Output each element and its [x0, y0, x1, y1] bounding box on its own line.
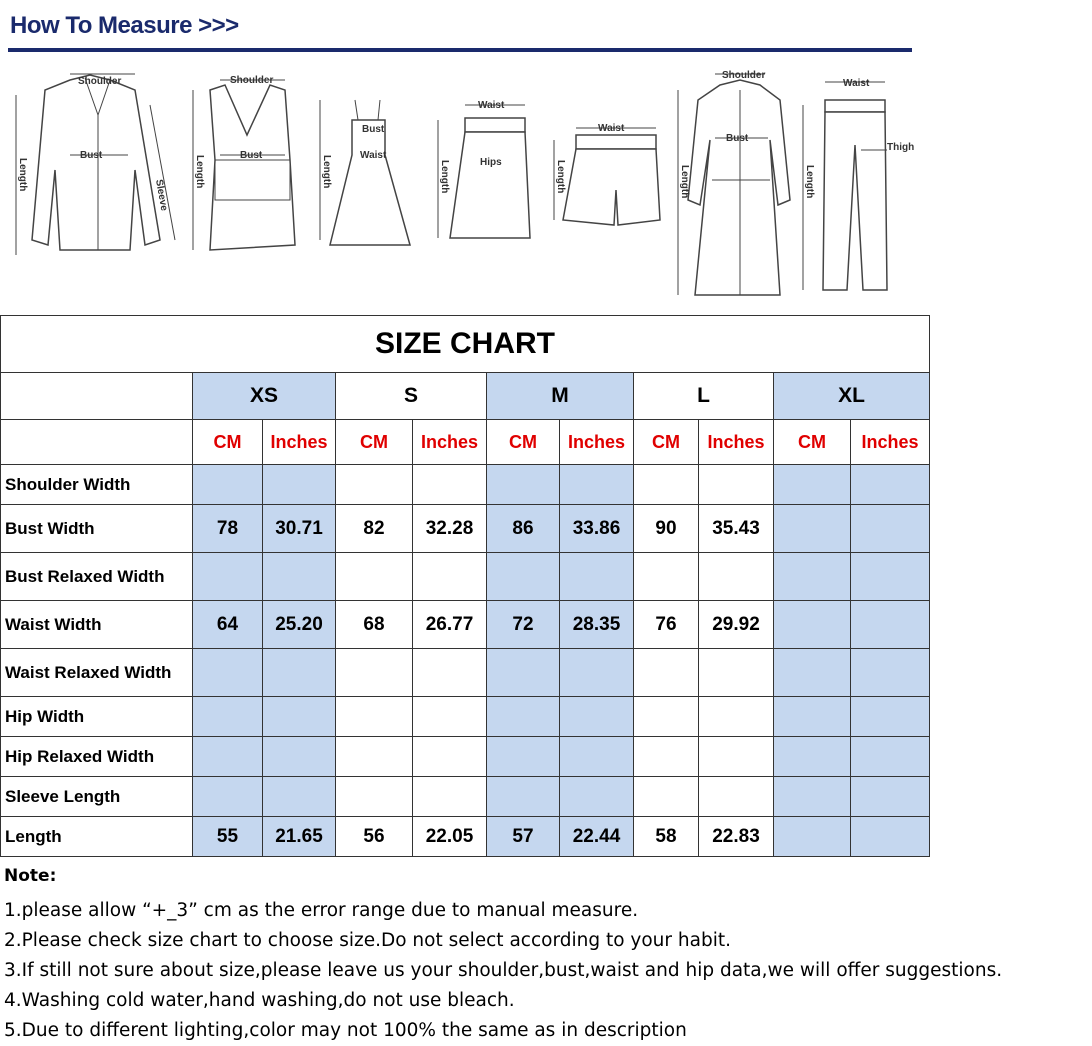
table-cell — [193, 465, 263, 505]
table-cell: 55 — [193, 817, 263, 857]
table-row — [1, 817, 930, 857]
table-row — [1, 777, 930, 817]
pants-waist-label: Waist — [843, 78, 870, 89]
size-header-l: L — [634, 373, 774, 420]
size-chart-title: SIZE CHART — [1, 316, 930, 373]
tank-top-illustration — [185, 60, 305, 265]
table-cell — [487, 649, 560, 697]
table-cell: 35.43 — [699, 505, 774, 553]
tank-bust-label: Bust — [240, 150, 263, 161]
table-cell — [634, 697, 699, 737]
size-header-empty — [1, 373, 193, 420]
unit-header-m-inches: Inches — [560, 420, 634, 465]
table-cell — [774, 505, 851, 553]
table-row — [1, 465, 930, 505]
unit-header-xs-cm: CM — [193, 420, 263, 465]
table-cell — [193, 649, 263, 697]
shorts-illustration — [548, 60, 668, 265]
dress-bust-label: Bust — [362, 124, 385, 135]
tank-length-label: Length — [194, 155, 205, 189]
row-label: Waist Width — [1, 601, 193, 649]
notes-section — [4, 866, 1002, 1046]
tank-shoulder-label: Shoulder — [230, 75, 274, 86]
shorts-length-label: Length — [555, 160, 566, 194]
table-cell — [851, 465, 930, 505]
table-row — [1, 697, 930, 737]
table-cell — [774, 697, 851, 737]
table-cell — [774, 465, 851, 505]
table-row — [1, 505, 930, 553]
table-cell: 58 — [634, 817, 699, 857]
unit-header-xl-cm: CM — [774, 420, 851, 465]
table-cell — [413, 465, 487, 505]
note-line: 3.If still not sure about size,please leave us your shoulder,bust,waist and hip data,we will offer suggestions. — [4, 960, 1003, 981]
table-cell: 64 — [193, 601, 263, 649]
table-cell — [487, 737, 560, 777]
unit-header-s-cm: CM — [336, 420, 413, 465]
table-cell — [851, 553, 930, 601]
notes-list — [4, 896, 1002, 1046]
blouse-length-label: Length — [17, 158, 28, 192]
table-cell — [774, 777, 851, 817]
table-cell: 90 — [634, 505, 699, 553]
table-cell — [560, 465, 634, 505]
table-cell: 68 — [336, 601, 413, 649]
shorts-waist-label: Waist — [598, 123, 625, 134]
unit-header-row — [1, 420, 930, 465]
table-cell — [634, 737, 699, 777]
size-chart-table — [0, 315, 930, 857]
row-label: Shoulder Width — [1, 465, 193, 505]
table-cell — [336, 697, 413, 737]
table-cell — [699, 697, 774, 737]
table-cell: 76 — [634, 601, 699, 649]
table-cell — [560, 737, 634, 777]
size-header-m: M — [487, 373, 634, 420]
table-cell: 56 — [336, 817, 413, 857]
how-to-measure-illustrations — [0, 60, 930, 305]
table-cell — [634, 649, 699, 697]
table-cell — [263, 649, 336, 697]
slip-dress-illustration — [310, 60, 420, 265]
table-row — [1, 737, 930, 777]
table-cell — [699, 737, 774, 777]
row-label: Bust Width — [1, 505, 193, 553]
coat-shoulder-label: Shoulder — [722, 70, 766, 81]
table-cell — [413, 777, 487, 817]
row-label: Hip Relaxed Width — [1, 737, 193, 777]
unit-header-xs-inches: Inches — [263, 420, 336, 465]
unit-header-l-inches: Inches — [699, 420, 774, 465]
table-cell: 78 — [193, 505, 263, 553]
table-cell — [193, 553, 263, 601]
blouse-illustration — [10, 60, 185, 265]
table-cell — [634, 553, 699, 601]
table-cell — [634, 777, 699, 817]
dress-waist-label: Waist — [360, 150, 387, 161]
row-label: Sleeve Length — [1, 777, 193, 817]
table-cell: 33.86 — [560, 505, 634, 553]
pants-thigh-label: Thigh — [887, 142, 915, 153]
table-cell — [699, 649, 774, 697]
blouse-bust-label: Bust — [80, 150, 103, 161]
size-header-row — [1, 373, 930, 420]
table-cell — [699, 777, 774, 817]
table-cell: 86 — [487, 505, 560, 553]
unit-header-m-cm: CM — [487, 420, 560, 465]
table-cell — [560, 649, 634, 697]
table-cell: 22.44 — [560, 817, 634, 857]
table-cell — [699, 465, 774, 505]
notes-title: Note: — [4, 866, 57, 886]
row-label: Bust Relaxed Width — [1, 553, 193, 601]
table-cell — [413, 697, 487, 737]
skirt-length-label: Length — [439, 160, 450, 194]
table-cell — [413, 553, 487, 601]
row-label: Hip Width — [1, 697, 193, 737]
table-cell — [263, 777, 336, 817]
table-cell: 21.65 — [263, 817, 336, 857]
unit-header-empty — [1, 420, 193, 465]
table-cell — [413, 649, 487, 697]
table-cell — [851, 649, 930, 697]
table-cell — [774, 649, 851, 697]
table-cell — [263, 697, 336, 737]
table-cell — [487, 777, 560, 817]
table-cell — [851, 777, 930, 817]
skirt-illustration — [430, 60, 540, 265]
table-row — [1, 553, 930, 601]
table-cell — [263, 553, 336, 601]
table-cell: 28.35 — [560, 601, 634, 649]
dress-length-label: Length — [321, 155, 332, 189]
table-cell — [851, 601, 930, 649]
table-cell — [699, 553, 774, 601]
table-cell — [336, 553, 413, 601]
table-cell — [336, 737, 413, 777]
table-cell — [560, 697, 634, 737]
table-cell: 22.83 — [699, 817, 774, 857]
table-cell — [560, 553, 634, 601]
table-cell — [560, 777, 634, 817]
unit-header-l-cm: CM — [634, 420, 699, 465]
coat-length-label: Length — [679, 165, 690, 199]
table-cell — [851, 697, 930, 737]
pants-length-label: Length — [804, 165, 815, 199]
table-cell — [634, 465, 699, 505]
table-cell: 72 — [487, 601, 560, 649]
row-label: Waist Relaxed Width — [1, 649, 193, 697]
note-line: 1.please allow “+_3” cm as the error range due to manual measure. — [4, 900, 639, 921]
note-line: 4.Washing cold water,hand washing,do not use bleach. — [4, 990, 515, 1011]
table-cell: 30.71 — [263, 505, 336, 553]
coat-bust-label: Bust — [726, 133, 749, 144]
table-cell — [413, 737, 487, 777]
table-cell — [193, 737, 263, 777]
table-cell — [263, 465, 336, 505]
row-label: Length — [1, 817, 193, 857]
table-cell — [851, 817, 930, 857]
size-header-s: S — [336, 373, 487, 420]
table-cell — [263, 737, 336, 777]
unit-header-s-inches: Inches — [413, 420, 487, 465]
table-cell: 25.20 — [263, 601, 336, 649]
blouse-sleeve-label: Sleeve — [153, 178, 170, 212]
unit-header-xl-inches: Inches — [851, 420, 930, 465]
table-cell — [851, 737, 930, 777]
table-cell — [851, 505, 930, 553]
table-cell — [193, 777, 263, 817]
table-cell — [487, 697, 560, 737]
header-divider — [8, 48, 912, 52]
table-row — [1, 601, 930, 649]
table-cell — [487, 465, 560, 505]
table-cell — [774, 737, 851, 777]
skirt-hips-label: Hips — [480, 157, 502, 168]
table-cell — [193, 697, 263, 737]
skirt-waist-label: Waist — [478, 100, 505, 111]
size-header-xl: XL — [774, 373, 930, 420]
table-row — [1, 649, 930, 697]
coat-illustration — [670, 60, 795, 310]
table-cell — [487, 553, 560, 601]
pants-illustration — [795, 60, 925, 310]
size-header-xs: XS — [193, 373, 336, 420]
note-line: 2.Please check size chart to choose size.Do not select according to your habit. — [4, 930, 731, 951]
table-cell: 57 — [487, 817, 560, 857]
table-cell — [336, 777, 413, 817]
table-cell: 32.28 — [413, 505, 487, 553]
note-line: 5.Due to different lighting,color may not 100% the same as in description — [4, 1020, 687, 1041]
blouse-shoulder-label: Shoulder — [78, 76, 122, 87]
table-cell — [774, 817, 851, 857]
table-cell — [336, 465, 413, 505]
table-cell — [774, 601, 851, 649]
table-cell: 82 — [336, 505, 413, 553]
table-cell: 26.77 — [413, 601, 487, 649]
table-cell — [336, 649, 413, 697]
table-cell: 29.92 — [699, 601, 774, 649]
page-title: How To Measure >>> — [10, 12, 239, 39]
table-cell — [774, 553, 851, 601]
table-cell: 22.05 — [413, 817, 487, 857]
